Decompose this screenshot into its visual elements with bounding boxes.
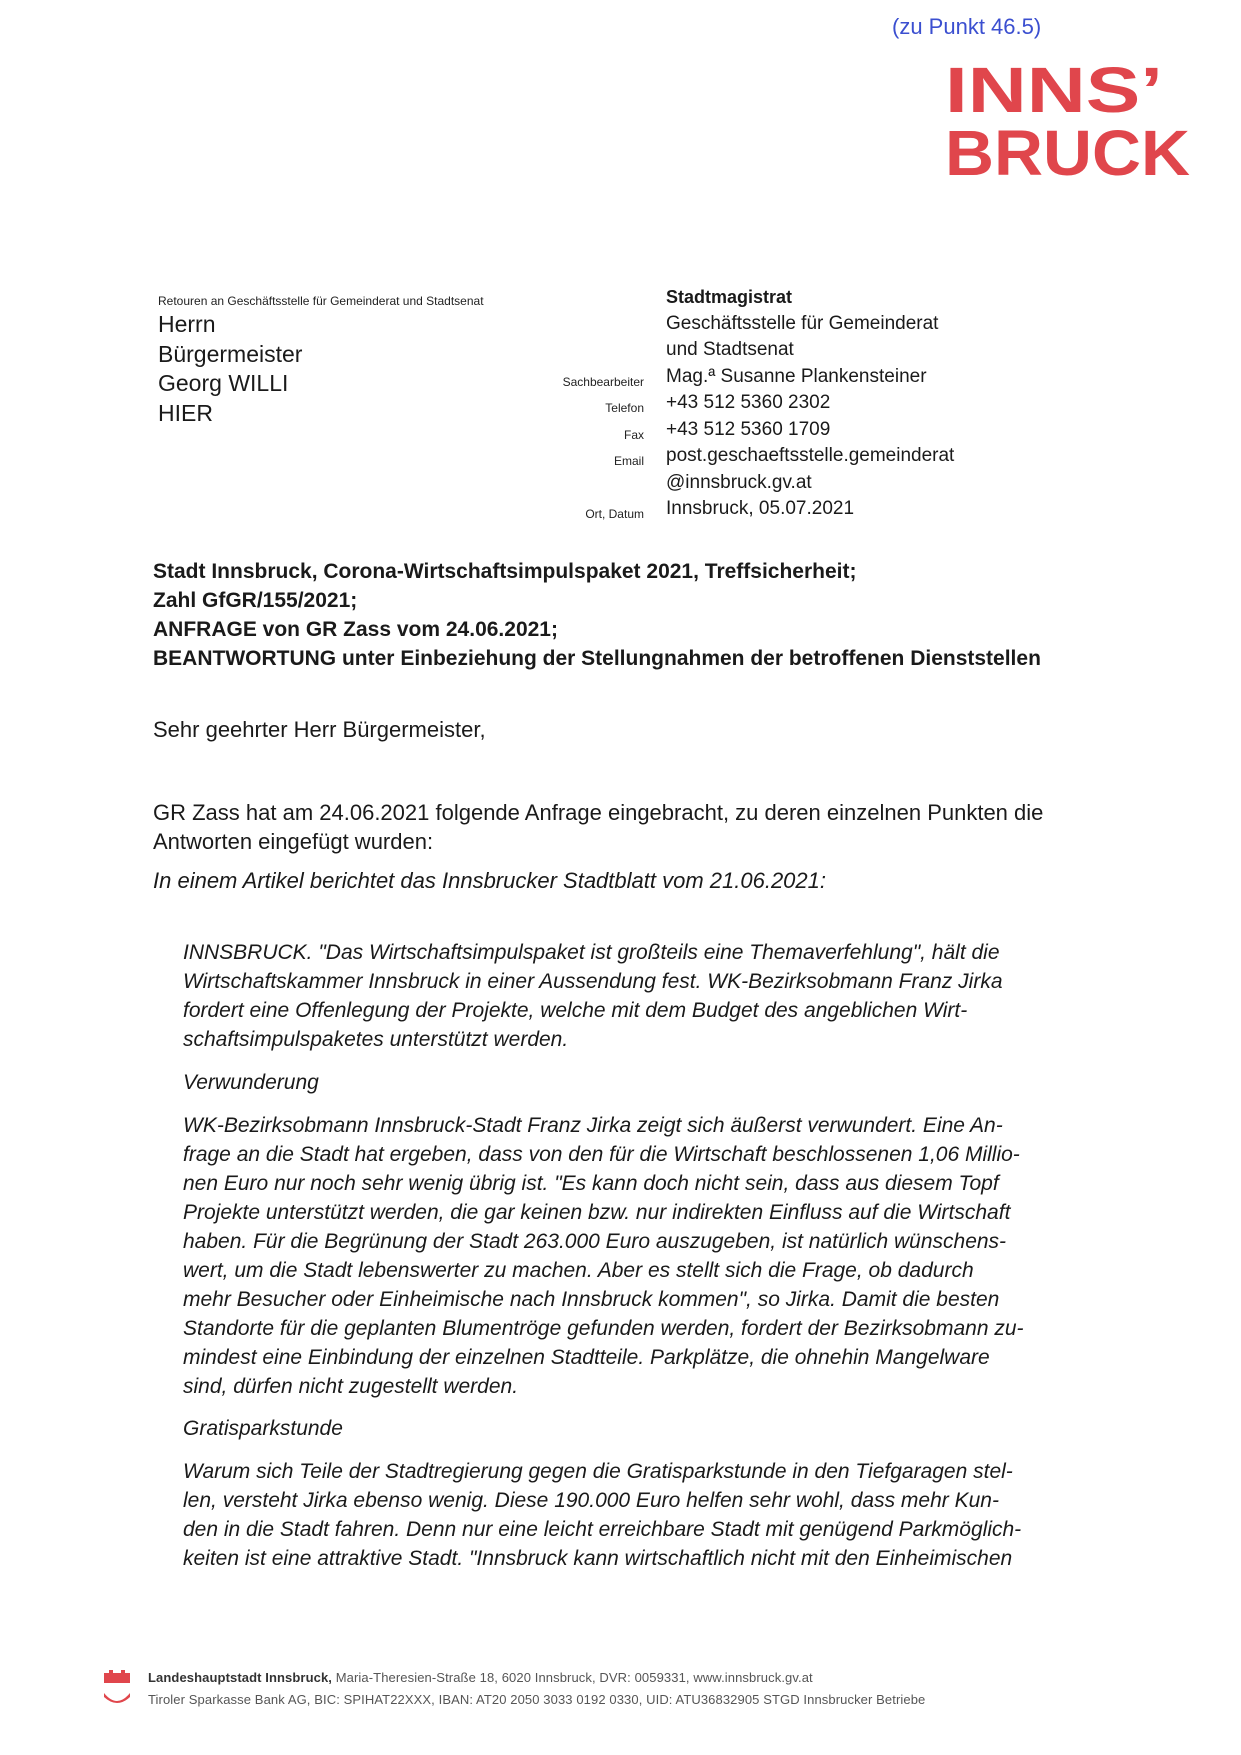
quote-line: mindest eine Einbindung der einzelnen Stadtteile. Parkplätze, die ohnehin Mangelware xyxy=(183,1346,990,1369)
quote-line: Projekte unterstützt werden, die gar keinen bzw. nur indirekten Einfluss auf die Wirtschaft xyxy=(183,1201,1011,1224)
recipient-line: Bürgermeister xyxy=(158,340,303,367)
paragraph-line: GR Zass hat am 24.06.2021 folgende Anfrage eingebracht, zu deren einzelnen Punkten die xyxy=(153,800,1044,825)
email-label: Email xyxy=(613,454,644,468)
city-wall-icon xyxy=(102,1667,132,1687)
quote-line: keiten ist eine attraktive Stadt. "Innsbruck kann wirtschaftlich nicht mit den Einheimischen xyxy=(183,1547,1013,1570)
email-domain[interactable]: @innsbruck.gv.at xyxy=(666,471,812,493)
quote-line: den in die Stadt fahren. Denn nur eine leicht erreichbare Stadt mit genügend Parkmöglich- xyxy=(183,1518,1022,1541)
recipient-line: HIER xyxy=(158,399,213,426)
footer xyxy=(102,1666,1122,1710)
sender-title: Stadtmagistrat xyxy=(666,287,793,307)
recipient-block xyxy=(158,310,302,428)
clerk-label: Sachbearbeiter xyxy=(562,374,644,389)
recipient-line: Georg WILLI xyxy=(158,370,289,396)
sender-block xyxy=(520,284,1040,523)
phone-label: Telefon xyxy=(605,401,644,415)
quote-line: frage an die Stadt hat ergeben, dass von den für die Wirtschaft beschlossenen 1,06 Millio- xyxy=(183,1143,1020,1166)
subject-line: Zahl GfGR/155/2021; xyxy=(153,589,358,612)
quote-line: schaftsimpulspaketes unterstützt werden. xyxy=(183,1028,569,1051)
subject-line: BEANTWORTUNG unter Einbeziehung der Stellungnahmen der betroffenen Dienststellen xyxy=(153,647,1041,670)
bridge-icon xyxy=(102,1689,132,1709)
quote-line: wert, um die Stadt lebenswerter zu machen. Aber es stellt sich die Frage, ob dadurch xyxy=(183,1259,974,1282)
quote-line: Standorte für die geplanten Blumentröge gefunden werden, fordert der Bezirksobmann zu- xyxy=(183,1317,1024,1340)
return-address: Retouren an Geschäftsstelle für Gemeinderat und Stadtsenat xyxy=(158,294,484,308)
article-intro: In einem Artikel berichtet das Innsbrucker Stadtblatt vom 21.06.2021: xyxy=(153,868,826,893)
footer-address: Maria-Theresien-Straße 18, 6020 Innsbruck, DVR: 0059331, www.innsbruck.gv.at xyxy=(332,1669,813,1685)
clerk-name: Mag.ª Susanne Plankensteiner xyxy=(666,365,927,387)
quote-line: mehr Besucher oder Einheimische nach Innsbruck kommen", so Jirka. Damit die besten xyxy=(183,1288,1000,1311)
subject-block xyxy=(153,557,1041,673)
quote-line: len, versteht Jirka ebenso wenig. Diese 190.000 Euro helfen sehr wohl, dass mehr Kun- xyxy=(183,1489,999,1512)
quote-line: INNSBRUCK. "Das Wirtschaftsimpulspaket ist großteils eine Themaverfehlung", hält die xyxy=(183,941,1000,964)
innsbruck-logo xyxy=(945,55,1195,180)
footer-bank-details: Tiroler Sparkasse Bank AG, BIC: SPIHAT22XXX, IBAN: AT20 2050 3033 0192 0330, UID: ATU36832905 STGD Innsbrucker Betriebe xyxy=(148,1691,926,1707)
phone-number: +43 512 5360 2302 xyxy=(666,392,831,413)
quote-paragraph-1 xyxy=(183,938,1143,1054)
fax-label: Fax xyxy=(623,427,644,442)
recipient-line: Herrn xyxy=(158,311,216,337)
quote-line: haben. Für die Begrünung der Stadt 263.000 Euro auszugeben, ist natürlich wünschens- xyxy=(183,1230,1007,1253)
quote-line: fordert eine Offenlegung der Projekte, welche mit dem Budget des angeblichen Wirt- xyxy=(183,999,968,1022)
email-address[interactable]: post.geschaeftsstelle.gemeinderat xyxy=(666,445,955,466)
place-date: Innsbruck, 05.07.2021 xyxy=(666,498,855,519)
subject-line: Stadt Innsbruck, Corona-Wirtschaftsimpulspaket 2021, Treffsicherheit; xyxy=(153,560,857,583)
sender-department: Geschäftsstelle für Gemeinderat xyxy=(666,312,939,334)
paragraph-line: Antworten eingefügt wurden: xyxy=(153,829,434,854)
fax-number: +43 512 5360 1709 xyxy=(666,418,831,440)
logo-line-2: BRUCK xyxy=(945,117,1190,180)
subject-line: ANFRAGE von GR Zass vom 24.06.2021; xyxy=(153,618,558,641)
footer-organization: Landeshauptstadt Innsbruck, xyxy=(148,1669,333,1685)
quote-paragraph-2 xyxy=(183,1111,1143,1401)
salutation: Sehr geehrter Herr Bürgermeister, xyxy=(153,717,486,742)
quote-paragraph-3 xyxy=(183,1457,1143,1573)
intro-paragraph xyxy=(153,798,1143,856)
reference-note: (zu Punkt 46.5) xyxy=(892,14,1042,39)
quote-heading-gratisparkstunde: Gratisparkstunde xyxy=(183,1417,343,1440)
quote-line: nen Euro nur noch sehr wenig übrig ist. "Es kann doch nicht sein, dass aus diesem Topf xyxy=(183,1172,999,1195)
quote-line: sind, dürfen nicht zugestellt werden. xyxy=(183,1375,519,1398)
quote-line: Warum sich Teile der Stadtregierung gegen die Gratisparkstunde in den Tiefgaragen stel- xyxy=(183,1460,1013,1483)
quote-line: WK-Bezirksobmann Innsbruck-Stadt Franz Jirka zeigt sich äußerst verwundert. Eine An- xyxy=(183,1114,1003,1137)
quote-line: Wirtschaftskammer Innsbruck in einer Aussendung fest. WK-Bezirksobmann Franz Jirka xyxy=(183,970,1003,993)
quote-heading-verwunderung: Verwunderung xyxy=(183,1071,319,1094)
logo-line-1: INNS’ xyxy=(945,55,1163,126)
sender-department: und Stadtsenat xyxy=(666,339,794,360)
date-label: Ort, Datum xyxy=(585,507,644,521)
